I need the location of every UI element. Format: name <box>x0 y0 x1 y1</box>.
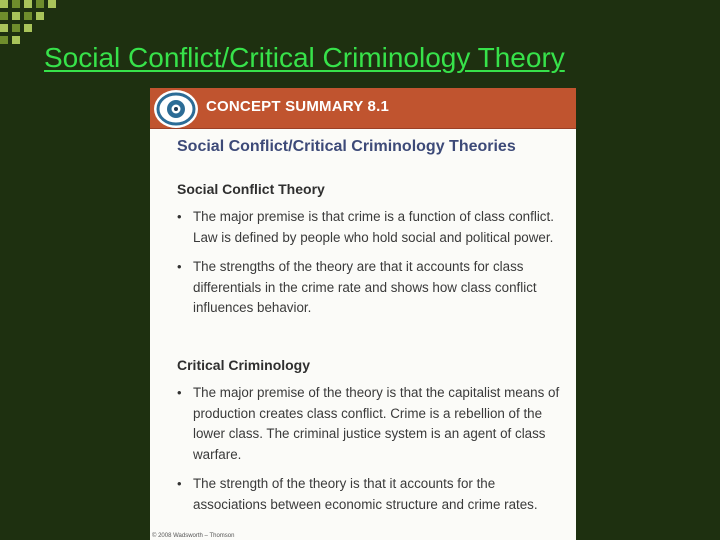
section-heading-critical-criminology: Critical Criminology <box>177 357 311 373</box>
list-item <box>177 257 567 319</box>
list-item <box>177 474 567 515</box>
critical-criminology-bullets <box>177 383 567 524</box>
bullet-icon: • <box>177 209 182 224</box>
slide-title: Social Conflict/Critical Criminology Theory <box>44 42 565 73</box>
list-item <box>177 207 567 248</box>
card-header <box>150 88 576 128</box>
bullet-icon: • <box>177 259 182 274</box>
bullet-text: The strength of the theory is that it accounts for the associations between economic structure and crime rates. <box>193 476 538 512</box>
social-conflict-bullets <box>177 207 567 328</box>
section-heading-social-conflict: Social Conflict Theory <box>177 181 325 197</box>
bullet-text: The strengths of the theory are that it accounts for class differentials in the crime rate and shows how class conflict influences behavior. <box>193 259 537 315</box>
bullet-icon: • <box>177 476 182 491</box>
eye-icon <box>154 90 198 128</box>
card-title: Social Conflict/Critical Criminology Theories <box>177 138 516 155</box>
concept-summary-card <box>150 88 576 540</box>
bullet-text: The major premise of the theory is that the capitalist means of production creates class conflict. Crime is a rebellion of the lower class. The criminal justice system is an agent of class warfare. <box>193 385 560 462</box>
list-item <box>177 383 567 465</box>
bullet-icon: • <box>177 385 182 400</box>
bullet-text: The major premise is that crime is a function of class conflict. Law is defined by people who hold social and political power. <box>193 209 554 245</box>
concept-summary-label: CONCEPT SUMMARY 8.1 <box>206 98 389 115</box>
copyright-footer: © 2008 Wadsworth – Thomson <box>152 533 235 539</box>
